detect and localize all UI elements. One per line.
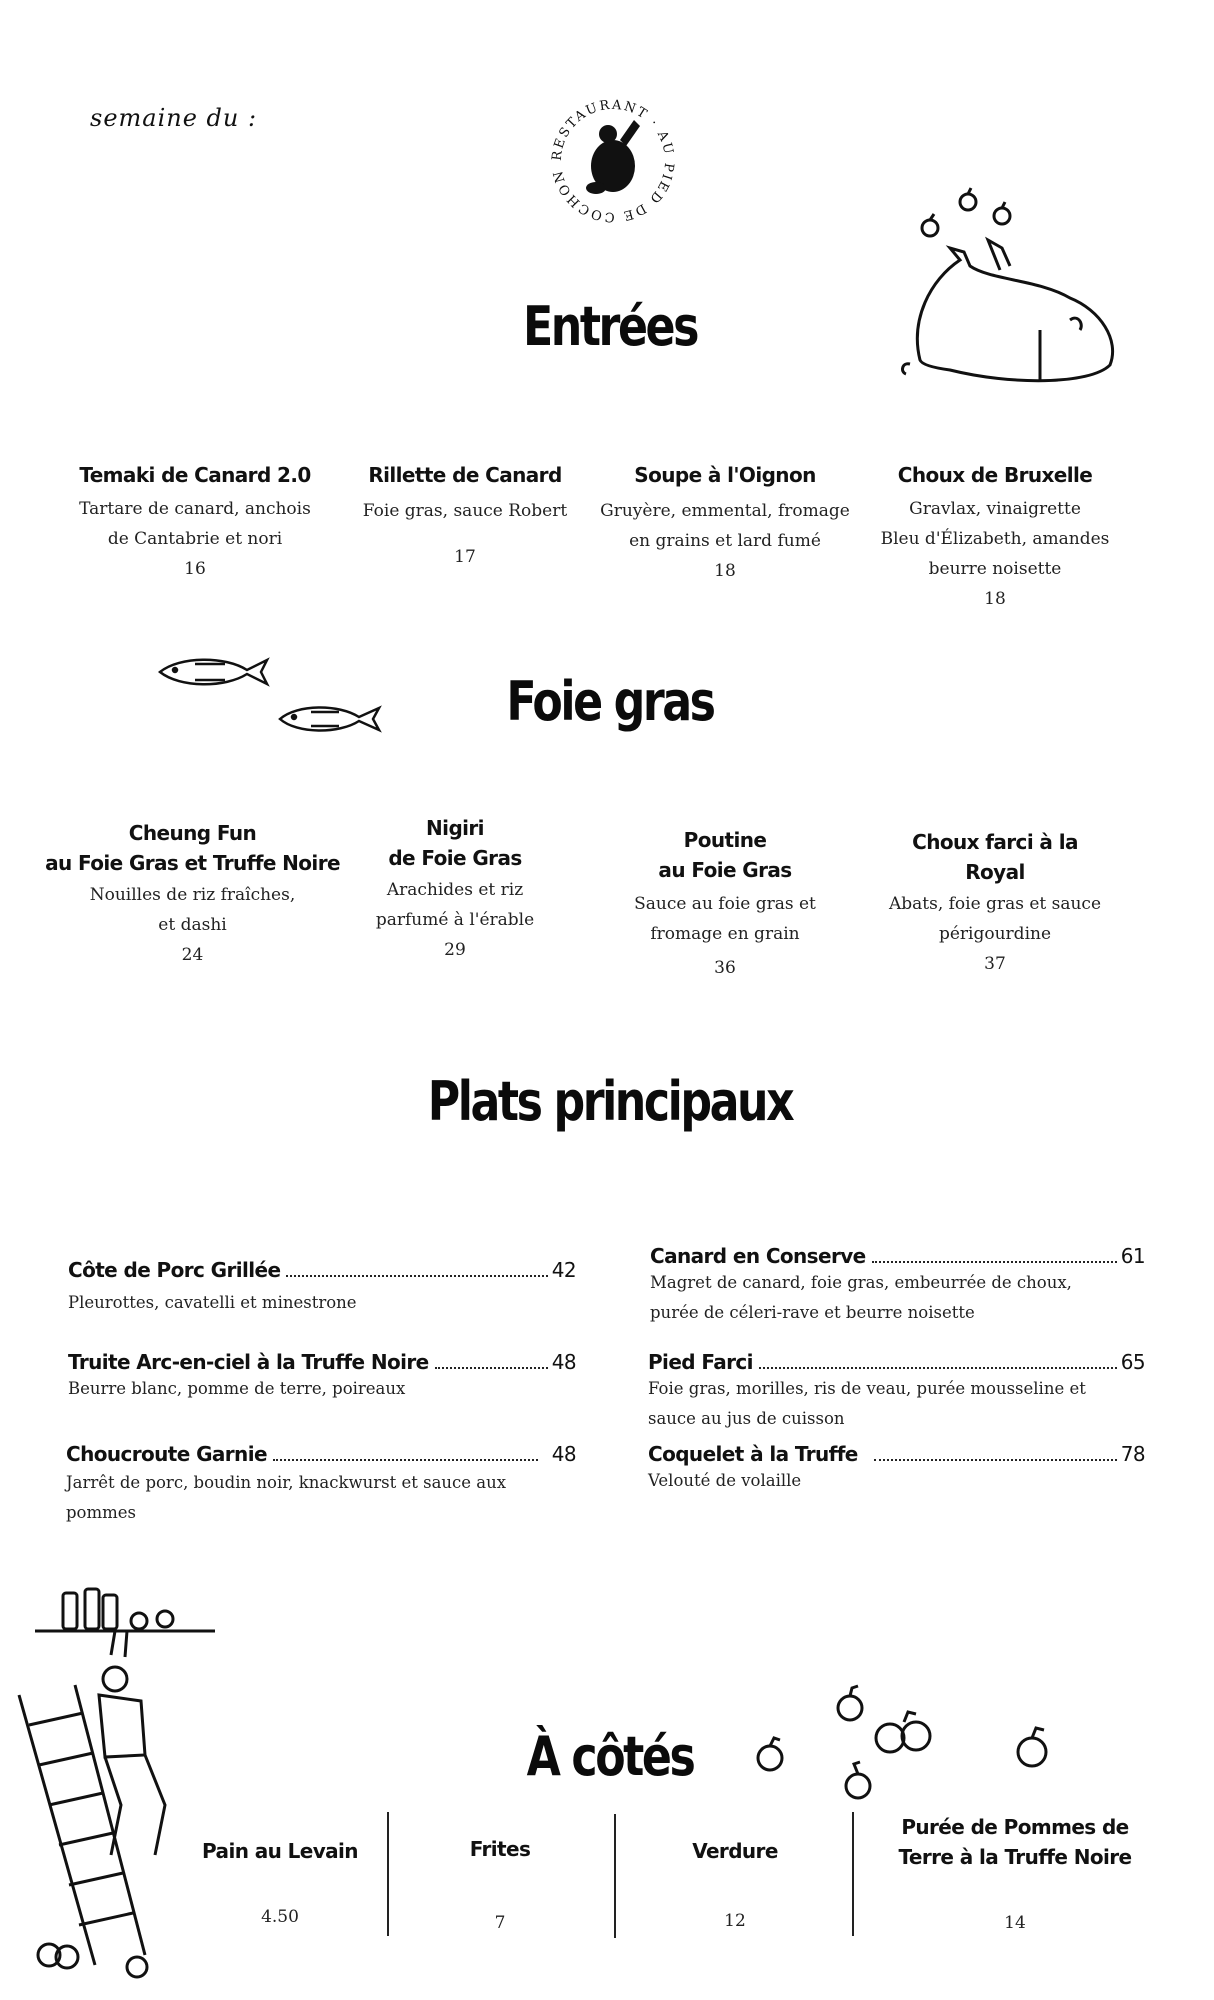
dish-description: Foie gras, sauce Robert [362,501,568,521]
dish-name: Nigiri de Foie Gras [388,816,522,870]
dish-price: 16 [184,559,206,579]
side-price: 14 [1004,1913,1026,1933]
column-divider [614,1814,616,1938]
dot-leader [286,1274,547,1277]
column-divider [387,1812,389,1936]
dish-price: 48 [551,1350,576,1374]
waiter-on-ladder-illustration [15,1575,215,1995]
main-dish-line [648,1350,1145,1374]
dish-description: Magret de canard, foie gras, embeurrée de choux, purée de céleri-rave et beurre noisette [650,1273,1072,1322]
dish-name: Canard en Conserve [650,1244,866,1268]
side-item [170,1836,390,1932]
foie-gras-item [345,813,565,965]
dish-price: 36 [714,958,736,978]
juggling-pig-illustration [890,170,1130,400]
dish-price: 37 [984,954,1006,974]
fish-illustration [275,700,385,738]
side-item [400,1834,600,1938]
dish-name: Cheung Fun au Foie Gras et Truffe Noire [45,821,340,875]
dot-leader [872,1260,1117,1263]
dish-name: Coquelet à la Truffe [648,1442,858,1466]
dish-price: 18 [984,589,1006,609]
dot-leader [273,1458,538,1461]
main-dish-line [650,1244,1145,1268]
foie-gras-title: Foie gras [506,670,714,733]
main-dish-item [650,1244,1145,1328]
entree-item [860,460,1130,614]
dish-description: Pleurottes, cavatelli et minestrone [68,1293,357,1312]
side-name: Pain au Levain [202,1839,358,1863]
foie-gras-item [870,827,1120,979]
main-dish-item [648,1350,1145,1434]
restaurant-logo [544,85,678,226]
main-dish-line [66,1442,576,1466]
main-dish-item [68,1258,576,1318]
dish-description: Tartare de canard, anchois de Cantabrie et nori [79,499,311,549]
main-dish-item [68,1350,576,1404]
fish-illustration [155,652,275,692]
entrees-title: Entrées [523,295,697,358]
dish-name: Temaki de Canard 2.0 [79,463,311,487]
dish-name: Rillette de Canard [368,463,562,487]
dish-price: 48 [551,1442,576,1466]
dish-description: Jarrêt de porc, boudin noir, knackwurst et sauce aux pommes [66,1473,507,1522]
entree-item [590,460,860,586]
foie-gras-item [600,825,850,983]
apples-illustration [740,1660,1080,1800]
dish-price: 29 [444,940,466,960]
dish-description: Arachides et riz parfumé à l'érable [375,880,535,930]
a-cotes-title: À côtés [526,1725,694,1788]
main-dish-line [68,1350,576,1374]
main-dish-line [68,1258,576,1282]
main-dish-line [648,1442,1145,1466]
chef-pig-logo-icon [586,120,640,194]
dish-price: 42 [551,1258,576,1282]
plats-principaux-title: Plats principaux [427,1070,793,1133]
dish-price: 61 [1120,1244,1145,1268]
entree-item [60,460,330,584]
dish-name: Pied Farci [648,1350,753,1374]
entree-item [345,460,585,572]
logo-text: RESTAURANT · AU PIED DE COCHON · [544,85,677,225]
dish-description: Velouté de volaille [648,1471,802,1490]
dish-description: Foie gras, morilles, ris de veau, purée mousseline et sauce au jus de cuisson [648,1379,1086,1428]
dot-leader [759,1366,1117,1369]
dish-description: Gruyère, emmental, fromage en grains et lard fumé [600,501,850,551]
dish-name: Choux farci à la Royal [912,830,1078,884]
dish-price: 18 [714,561,736,581]
dish-description: Sauce au foie gras et fromage en grain [634,894,816,944]
main-dish-item [66,1442,576,1528]
dish-price: 65 [1120,1350,1145,1374]
dish-name: Côte de Porc Grillée [68,1258,281,1282]
main-dish-item [648,1442,1145,1496]
side-item [630,1836,840,1936]
dish-name: Poutine au Foie Gras [658,828,792,882]
week-label: semaine du : [90,104,258,132]
dish-description: Nouilles de riz fraîches, et dashi [89,885,296,935]
dot-leader [435,1366,548,1369]
side-item [880,1812,1150,1938]
side-price: 12 [724,1911,746,1931]
dot-leader [874,1458,1117,1461]
dish-price: 24 [181,945,204,965]
dish-price: 78 [1120,1442,1145,1466]
dish-name: Choucroute Garnie [66,1442,267,1466]
side-price: 4.50 [261,1907,299,1927]
dish-description: Beurre blanc, pomme de terre, poireaux [68,1379,406,1398]
dish-description: Gravlax, vinaigrette Bleu d'Élizabeth, amandes beurre noisette [880,499,1110,579]
dish-description: Abats, foie gras et sauce périgourdine [888,894,1102,944]
side-name: Frites [469,1837,531,1861]
dish-name: Truite Arc-en-ciel à la Truffe Noire [68,1350,429,1374]
foie-gras-item [45,818,340,970]
column-divider [852,1812,854,1936]
dish-price: 17 [454,547,476,567]
dish-name: Choux de Bruxelle [897,463,1093,487]
side-name: Purée de Pommes de Terre à la Truffe Noire [898,1815,1132,1869]
side-name: Verdure [692,1839,778,1863]
dish-name: Soupe à l'Oignon [634,463,816,487]
side-price: 7 [494,1913,506,1933]
